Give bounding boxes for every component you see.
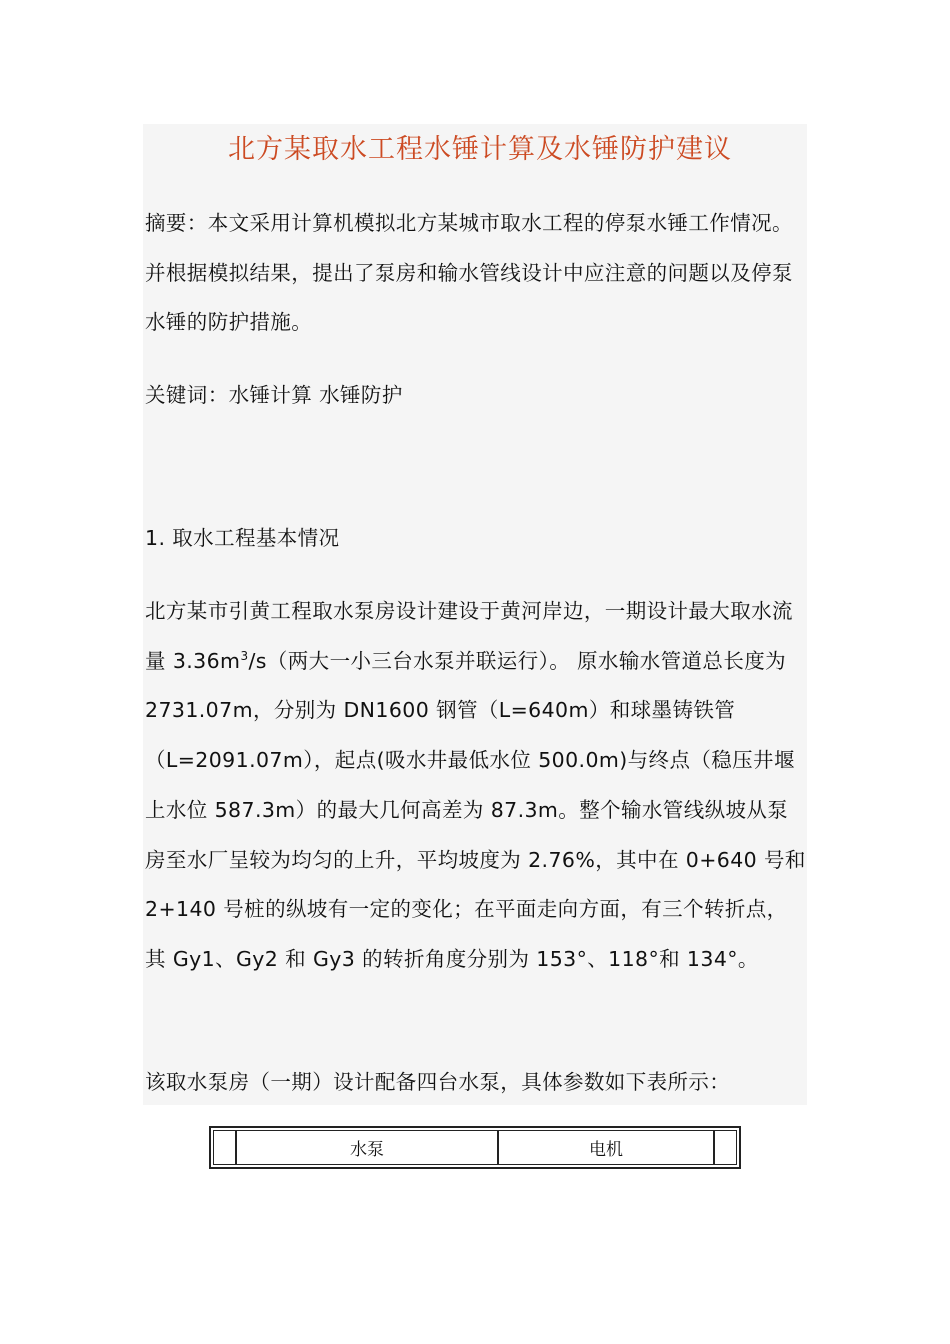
- section-1-heading: 1. 取水工程基本情况: [145, 526, 340, 550]
- document-title: 北方某取水工程水锤计算及水锤防护建议: [228, 134, 732, 165]
- section-1-paragraph: [145, 587, 807, 985]
- pump-parameters-table: [209, 1126, 741, 1169]
- section-1-text-a: 北方某市引黄工程取水泵房设计建设于黄河岸边，一期设计最大取水流量 3.36m: [145, 599, 793, 673]
- table-header-motor: 电机: [589, 1140, 623, 1160]
- cubic-superscript: 3: [240, 648, 249, 663]
- section-1-text-b: /s（两大一小三台水泵并联运行）。 原水输水管道总长度为 2731.07m，分别为 DN1600 钢管（L=640m）和球墨铸铁管（L=2091.07m），起点(吸水井最低水位 500.0m)与终点（稳压井堰上水位 587.3m）的最大几何高差为 87.3m。整个输水管线纵坡从泵房至水厂呈较为均匀的上升，平均坡度为 2.76%，其中在 0+640 号和 2+140 号桩的纵坡有一定的变化；在平面走向方面，有三个转折点，其 Gy1、Gy2 和 Gy3 的转折角度分别为 153°、118°和 134°。: [145, 648, 806, 971]
- abstract-paragraph: 摘要：本文采用计算机模拟北方某城市取水工程的停泵水锤工作情况。并根据模拟结果，提出了泵房和输水管线设计中应注意的问题以及停泵水锤的防护措施。: [145, 211, 793, 335]
- table-header-pump: 水泵: [350, 1140, 384, 1160]
- table-divider: [713, 1130, 715, 1165]
- table-intro: 该取水泵房（一期）设计配备四台水泵，具体参数如下表所示：: [145, 1070, 731, 1094]
- keywords-line: 关键词：水锤计算 水锤防护: [145, 383, 403, 407]
